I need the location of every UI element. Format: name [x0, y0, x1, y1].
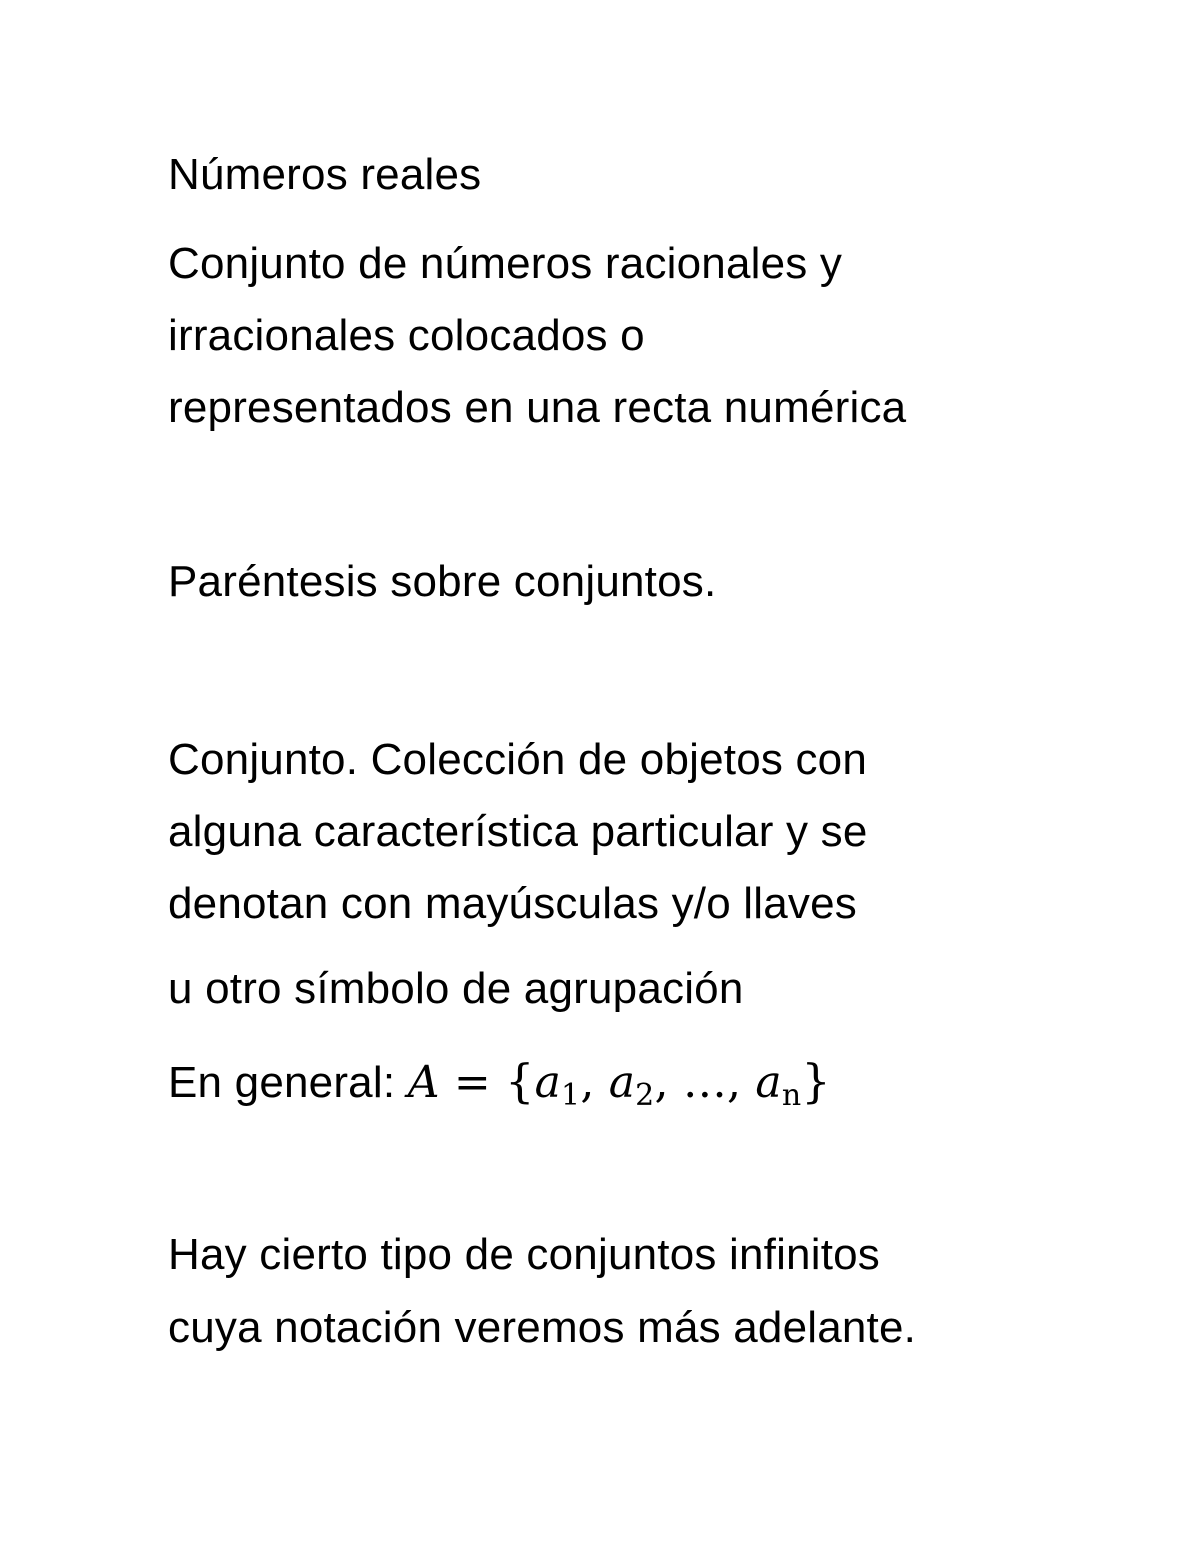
- formula-element-n: a: [755, 1057, 782, 1108]
- formula-equals: =: [439, 1057, 506, 1108]
- formula-element-2: a: [608, 1057, 636, 1108]
- set-definition-line-3: denotan con mayúsculas y/o llaves: [168, 879, 857, 928]
- page-title: Números reales: [168, 150, 482, 199]
- set-definition-line-1: Conjunto. Colección de objetos con: [168, 735, 868, 784]
- set-formula: [407, 1054, 831, 1113]
- definition-line-3: representados en una recta numérica: [168, 383, 907, 432]
- formula-subscript-n: n: [781, 1078, 802, 1113]
- section-heading: Paréntesis sobre conjuntos.: [168, 557, 717, 606]
- set-definition-line-2: alguna característica particular y se: [168, 807, 868, 856]
- definition-line-2: irracionales colocados o: [168, 311, 645, 360]
- closing-line-1: Hay cierto tipo de conjuntos infinitos: [168, 1230, 880, 1279]
- closing-line-2: cuya notación veremos más adelante.: [168, 1303, 917, 1352]
- general-label: En general:: [168, 1058, 408, 1107]
- set-definition-line-4: u otro símbolo de agrupación: [168, 964, 744, 1013]
- definition-line-1: Conjunto de números racionales y: [168, 239, 843, 288]
- formula-separator-3: ,: [727, 1057, 756, 1108]
- formula-open-brace: {: [505, 1054, 535, 1108]
- formula-element-1: a: [534, 1057, 562, 1108]
- formula-set-name: A: [407, 1057, 440, 1108]
- formula-ellipsis: …: [682, 1057, 728, 1108]
- formula-separator-2: ,: [654, 1057, 683, 1108]
- formula-subscript-1: 1: [561, 1078, 581, 1113]
- formula-subscript-2: 2: [635, 1078, 655, 1113]
- formula-separator-1: ,: [580, 1057, 609, 1108]
- general-formula-line: [168, 1054, 831, 1113]
- formula-close-brace: }: [801, 1054, 831, 1108]
